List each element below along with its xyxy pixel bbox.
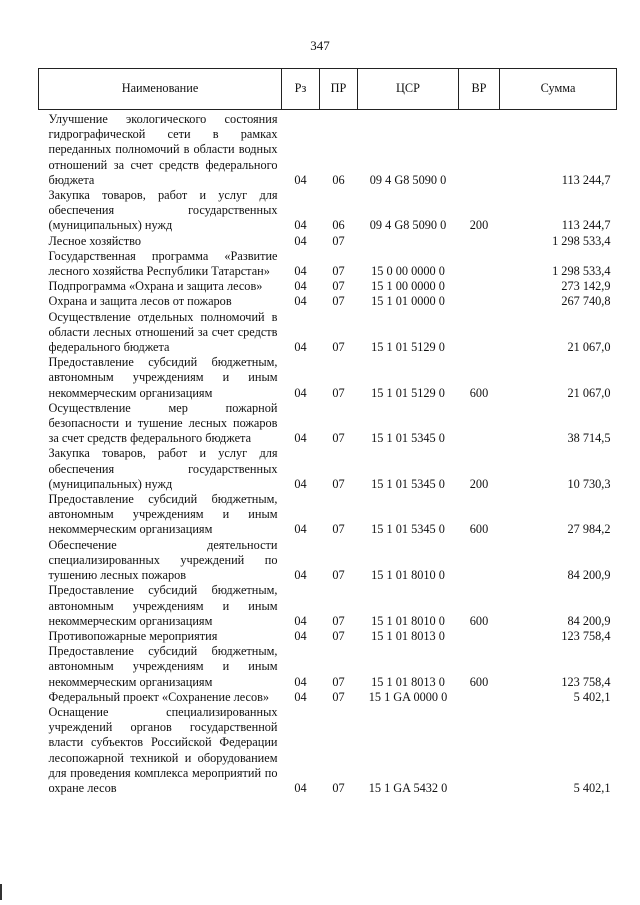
row-pr: 06 — [332, 172, 345, 187]
row-sum: 10 730,3 — [567, 476, 611, 491]
row-sum: 1 298 533,4 — [552, 264, 611, 279]
table-row — [39, 310, 617, 356]
row-rz: 04 — [294, 218, 307, 233]
row-vr: 600 — [469, 613, 489, 628]
row-vr: 600 — [469, 674, 489, 689]
row-pr: 07 — [332, 431, 345, 446]
row-pr: 07 — [332, 340, 345, 355]
row-rz: 04 — [294, 294, 307, 309]
table-row — [39, 110, 617, 189]
table-row — [39, 538, 617, 584]
row-sum: 21 067,0 — [567, 385, 611, 400]
row-vr — [459, 705, 500, 796]
row-rz: 04 — [294, 689, 307, 704]
table-row — [39, 690, 617, 705]
table-row — [39, 644, 617, 690]
row-pr: 06 — [332, 218, 345, 233]
row-rz: 04 — [294, 431, 307, 446]
row-vr — [459, 538, 500, 584]
row-vr: 200 — [469, 476, 489, 491]
row-name: Предоставление субсидий бюджетным, автономным учреждениям и иным некоммерческим организациям — [48, 583, 278, 628]
row-name: Предоставление субсидий бюджетным, автономным учреждениям и иным некоммерческим организациям — [48, 492, 278, 537]
row-vr — [459, 249, 500, 279]
row-name: Лесное хозяйство — [48, 233, 142, 248]
table-row — [39, 355, 617, 401]
table-row — [39, 234, 617, 249]
row-csr: 15 1 01 0000 0 — [371, 294, 445, 309]
header-vr: ВР — [459, 69, 500, 110]
row-sum: 5 402,1 — [573, 780, 611, 795]
row-sum: 5 402,1 — [573, 689, 611, 704]
row-rz: 04 — [294, 613, 307, 628]
header-rz: Рз — [282, 69, 320, 110]
row-csr: 09 4 G8 5090 0 — [369, 172, 447, 187]
row-pr: 07 — [332, 264, 345, 279]
table-row — [39, 583, 617, 629]
row-name: Подпрограмма «Охрана и защита лесов» — [48, 279, 263, 294]
row-rz: 04 — [294, 233, 307, 248]
row-rz: 04 — [294, 172, 307, 187]
table-header-row — [39, 69, 617, 110]
row-pr: 07 — [332, 613, 345, 628]
row-csr: 15 1 01 8010 0 — [371, 568, 445, 583]
row-vr — [459, 690, 500, 705]
row-sum: 273 142,9 — [561, 279, 611, 294]
row-sum: 84 200,9 — [567, 568, 611, 583]
row-sum: 21 067,0 — [567, 340, 611, 355]
row-vr — [459, 629, 500, 644]
table-row — [39, 401, 617, 447]
row-csr: 15 1 01 8010 0 — [371, 613, 445, 628]
row-pr: 07 — [332, 628, 345, 643]
row-pr: 07 — [332, 294, 345, 309]
row-name: Противопожарные мероприятия — [48, 628, 218, 643]
row-rz: 04 — [294, 385, 307, 400]
row-pr: 07 — [332, 279, 345, 294]
row-rz: 04 — [294, 340, 307, 355]
row-vr — [459, 279, 500, 294]
table-row — [39, 492, 617, 538]
table-row — [39, 705, 617, 796]
row-vr — [459, 310, 500, 356]
row-rz: 04 — [294, 279, 307, 294]
header-name: Наименование — [39, 69, 282, 110]
row-sum: 113 244,7 — [561, 218, 611, 233]
row-vr: 200 — [469, 218, 489, 233]
row-name: Предоставление субсидий бюджетным, автономным учреждениям и иным некоммерческим организациям — [48, 644, 278, 689]
row-csr: 15 1 01 5345 0 — [371, 431, 445, 446]
row-csr: 09 4 G8 5090 0 — [369, 218, 447, 233]
row-csr: 15 1 GA 5432 0 — [368, 780, 448, 795]
row-rz: 04 — [294, 780, 307, 795]
row-sum: 1 298 533,4 — [552, 233, 611, 248]
row-rz: 04 — [294, 476, 307, 491]
row-name: Государственная программа «Развитие лесного хозяйства Республики Татарстан» — [48, 248, 278, 279]
row-vr — [459, 110, 500, 189]
row-csr: 15 0 00 0000 0 — [371, 264, 445, 279]
table-row — [39, 294, 617, 309]
row-pr: 07 — [332, 780, 345, 795]
header-csr: ЦСР — [358, 69, 459, 110]
row-name: Обеспечение деятельности специализированных учреждений по тушению лесных пожаров — [48, 537, 278, 583]
row-csr: 15 1 GA 0000 0 — [368, 689, 448, 704]
row-vr: 600 — [469, 385, 489, 400]
row-pr: 07 — [332, 568, 345, 583]
row-rz: 04 — [294, 522, 307, 537]
row-csr: 15 1 01 5345 0 — [371, 476, 445, 491]
row-name: Предоставление субсидий бюджетным, автономным учреждениям и иным некоммерческим организациям — [48, 355, 278, 400]
scan-edge-mark — [0, 884, 2, 900]
row-csr: 15 1 01 8013 0 — [371, 628, 445, 643]
row-csr: 15 1 01 5345 0 — [371, 522, 445, 537]
row-rz: 04 — [294, 568, 307, 583]
header-pr: ПР — [320, 69, 358, 110]
row-name: Осуществление мер пожарной безопасности и тушение лесных пожаров за счет средств федерального бюджета — [48, 400, 278, 446]
page-number: 347 — [310, 38, 330, 53]
row-sum: 267 740,8 — [561, 294, 611, 309]
table-row — [39, 188, 617, 234]
row-pr: 07 — [332, 476, 345, 491]
row-sum: 84 200,9 — [567, 613, 611, 628]
row-csr: 15 1 01 5129 0 — [371, 385, 445, 400]
row-name: Охрана и защита лесов от пожаров — [48, 294, 232, 309]
row-rz: 04 — [294, 628, 307, 643]
row-vr — [459, 234, 500, 249]
table-row — [39, 279, 617, 294]
row-vr — [459, 294, 500, 309]
row-vr: 600 — [469, 522, 489, 537]
row-name: Осуществление отдельных полномочий в области лесных отношений за счет средств федерального бюджета — [48, 309, 278, 355]
row-name: Оснащение специализированных учреждений органов государственной власти субъектов Российской Федерации лесопожарной техникой и оборудованием для проведения комплекса мероприятий по охране лесов — [48, 704, 278, 795]
row-pr: 07 — [332, 522, 345, 537]
budget-table — [38, 68, 617, 796]
row-name: Улучшение экологического состояния гидрографической сети в рамках переданных полномочий в области водных отношений за счет средств федерального бюджета — [48, 112, 278, 187]
row-csr: 15 1 00 0000 0 — [371, 279, 445, 294]
row-csr: 15 1 01 5129 0 — [371, 340, 445, 355]
row-name: Закупка товаров, работ и услуг для обеспечения государственных (муниципальных) нужд — [48, 188, 278, 233]
row-pr: 07 — [332, 689, 345, 704]
row-sum: 27 984,2 — [567, 522, 611, 537]
row-csr — [358, 234, 459, 249]
table-row — [39, 249, 617, 279]
row-vr — [459, 401, 500, 447]
table-row — [39, 629, 617, 644]
row-pr: 07 — [332, 674, 345, 689]
header-sum: Сумма — [500, 69, 617, 110]
row-sum: 123 758,4 — [561, 628, 611, 643]
row-pr: 07 — [332, 385, 345, 400]
row-rz: 04 — [294, 674, 307, 689]
row-pr: 07 — [332, 233, 345, 248]
table-row — [39, 446, 617, 492]
row-sum: 123 758,4 — [561, 674, 611, 689]
row-name: Федеральный проект «Сохранение лесов» — [48, 689, 270, 704]
row-csr: 15 1 01 8013 0 — [371, 674, 445, 689]
row-name: Закупка товаров, работ и услуг для обеспечения государственных (муниципальных) нужд — [48, 446, 278, 491]
row-sum: 113 244,7 — [561, 172, 611, 187]
row-sum: 38 714,5 — [567, 431, 611, 446]
row-rz: 04 — [294, 264, 307, 279]
